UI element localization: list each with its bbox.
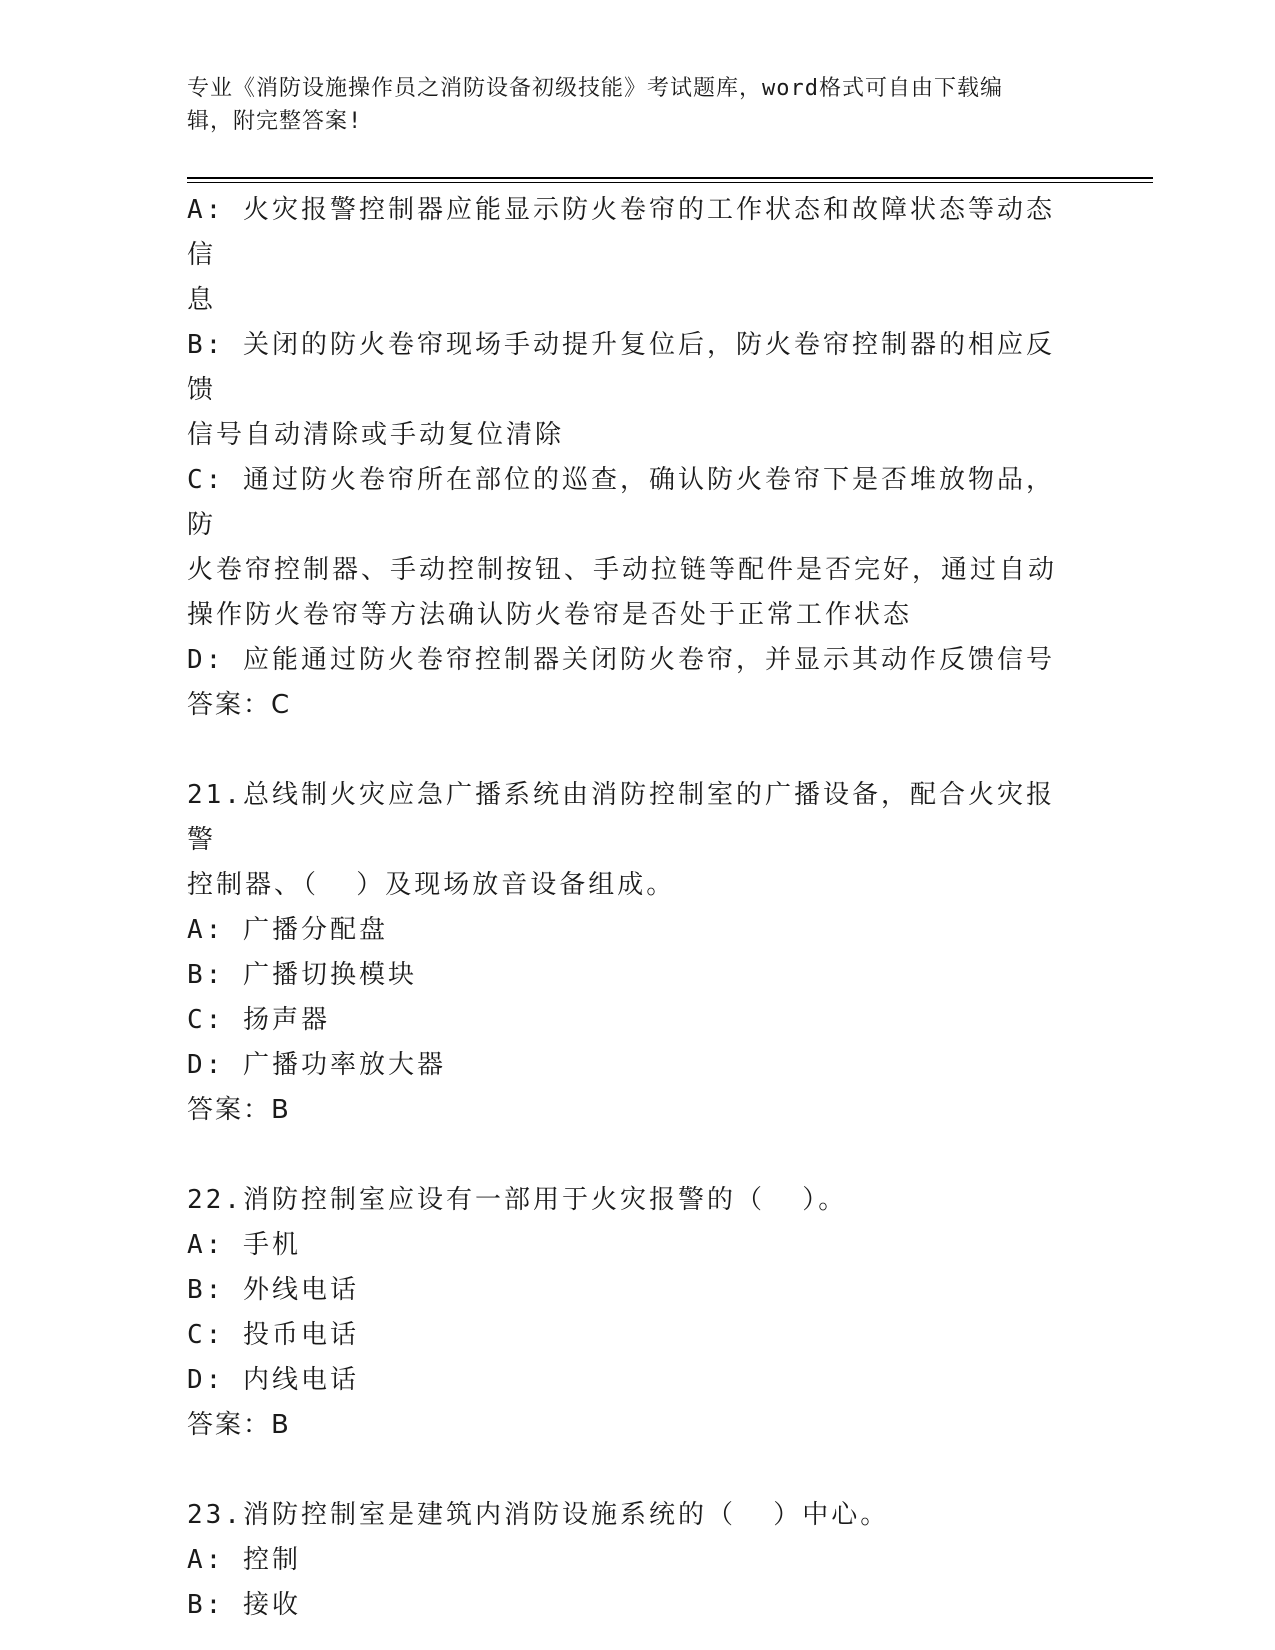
question-stem-line-1: 21.总线制火灾应急广播系统由消防控制室的广播设备，配合火灾报警 [187, 780, 1055, 855]
spacer [187, 1133, 1082, 1178]
option-a: A: 广播分配盘 [187, 915, 388, 945]
option-c: C: 投币电话 [187, 1320, 359, 1350]
option-d: D: 内线电话 [187, 1365, 359, 1395]
option-b: B: 接收 [187, 1590, 301, 1620]
spacer [187, 1448, 1082, 1493]
question-21 [187, 773, 1082, 1133]
question-stem-line-1: 23.消防控制室是建筑内消防设施系统的（ ）中心。 [187, 1500, 890, 1530]
answer-label: 答案：B [187, 1095, 291, 1125]
option-c-line-3: 操作防火卷帘等方法确认防火卷帘是否处于正常工作状态 [187, 600, 913, 630]
question-stem-line-2: 控制器、（ ）及现场放音设备组成。 [187, 870, 676, 900]
question-22 [187, 1178, 1082, 1448]
option-a-line-2: 息 [187, 285, 217, 315]
option-a: A: 手机 [187, 1230, 301, 1260]
option-a: A: 控制 [187, 1545, 301, 1575]
header-line-1: 专业《消防设施操作员之消防设备初级技能》考试题库，word格式可自由下载编 [187, 76, 1003, 101]
header-divider-thin [187, 182, 1153, 183]
option-a-line-1: A: 火灾报警控制器应能显示防火卷帘的工作状态和故障状态等动态信 [187, 195, 1055, 270]
option-d-line-1: D: 应能通过防火卷帘控制器关闭防火卷帘，并显示其动作反馈信号 [187, 645, 1055, 675]
answer-label: 答案：C [187, 690, 292, 720]
question-content [187, 188, 1082, 1628]
question-stem-line-1: 22.消防控制室应设有一部用于火灾报警的（ ）。 [187, 1185, 848, 1215]
prev-question-options [187, 188, 1082, 728]
option-b-line-2: 信号自动清除或手动复位清除 [187, 420, 565, 450]
option-b-line-1: B: 关闭的防火卷帘现场手动提升复位后，防火卷帘控制器的相应反馈 [187, 330, 1055, 405]
option-b: B: 外线电话 [187, 1275, 359, 1305]
question-23 [187, 1493, 1082, 1628]
header-line-2: 辑，附完整答案! [187, 109, 363, 134]
option-b: B: 广播切换模块 [187, 960, 417, 990]
header-divider-thick [187, 177, 1153, 179]
option-d: D: 广播功率放大器 [187, 1050, 446, 1080]
option-c-line-2: 火卷帘控制器、手动控制按钮、手动拉链等配件是否完好，通过自动 [187, 555, 1058, 585]
option-c-line-1: C: 通过防火卷帘所在部位的巡查，确认防火卷帘下是否堆放物品，防 [187, 465, 1055, 540]
option-c: C: 扬声器 [187, 1005, 330, 1035]
document-header [187, 72, 1067, 138]
spacer [187, 728, 1082, 773]
answer-label: 答案：B [187, 1410, 291, 1440]
